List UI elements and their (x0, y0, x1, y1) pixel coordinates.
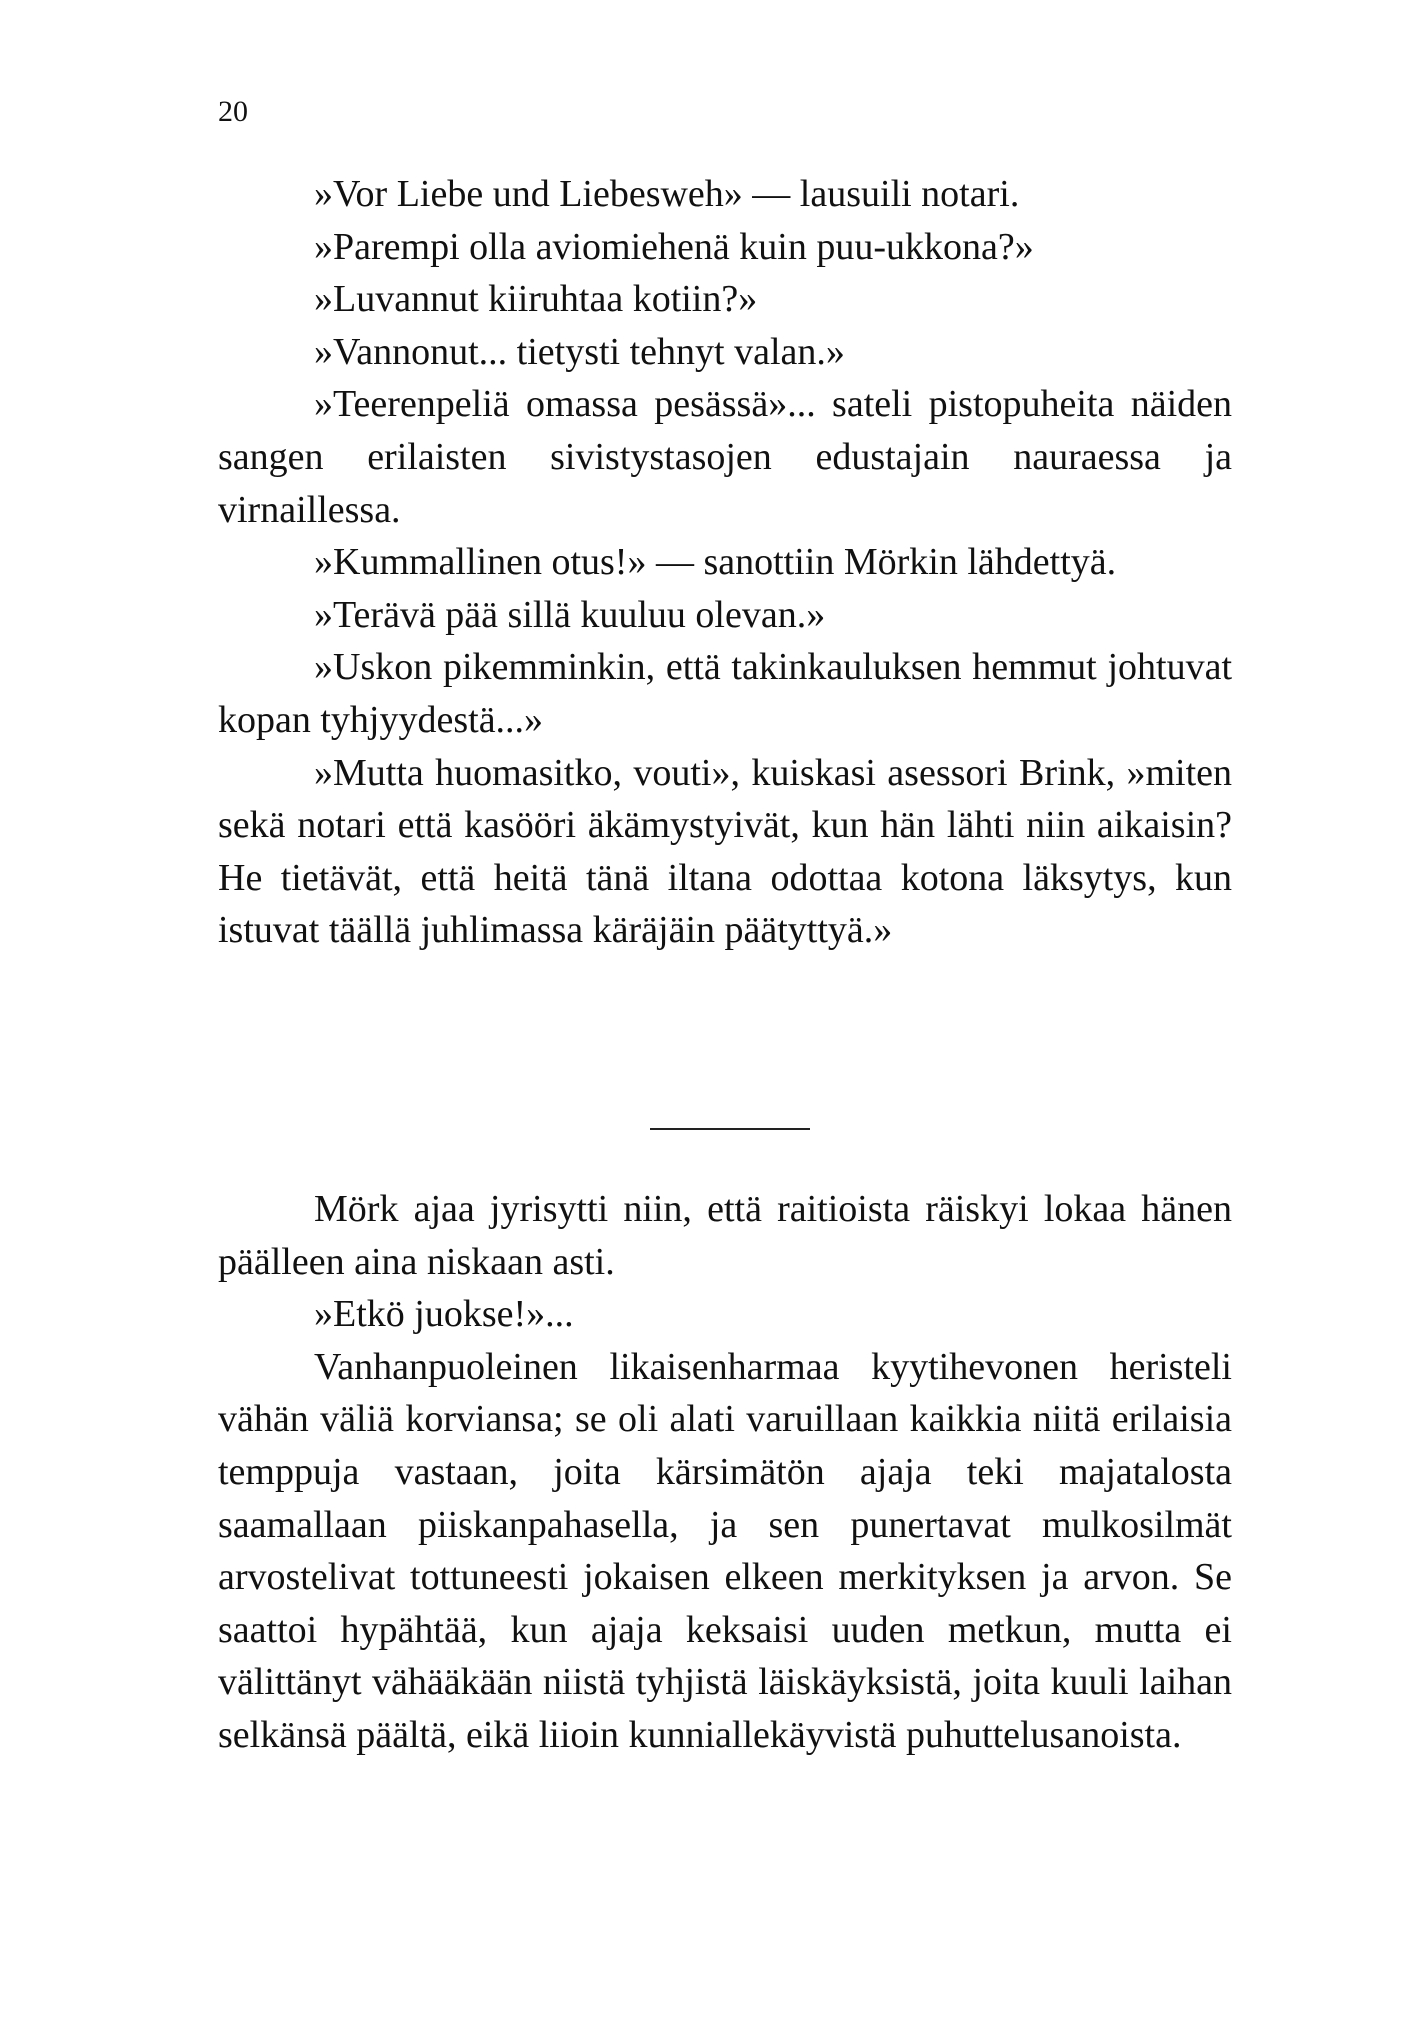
paragraph: »Terävä pää sillä kuuluu olevan.» (314, 593, 826, 636)
section-separator-line (650, 1128, 810, 1130)
paragraph: »Etkö juokse!»... (314, 1293, 574, 1336)
narrative-section (218, 1183, 1232, 1762)
paragraph: »Kummallinen otus!» — sanottiin Mörkin lähdettyä. (314, 541, 1117, 584)
paragraph: »Mutta huomasitko, vouti», kuiskasi asessori Brink, »miten sekä notari että kasööri äkämystyivät, kun hän lähti niin aikaisin? He tietävät, että heitä tänä iltana odottaa kotona läksytys, kun istuvat täällä juhlimassa käräjäin päätyttyä.» (218, 751, 1232, 952)
paragraph: Mörk ajaa jyrisytti niin, että raitioista räiskyi lokaa hänen päälleen aina niskaan asti. (218, 1188, 1232, 1283)
paragraph: Vanhanpuoleinen likaisenharmaa kyytihevonen heristeli vähän väliä korviansa; se oli alati varuillaan kaikkia niitä erilaisia temppuja vastaan, joita kärsimätön ajaja teki majatalosta saamallaan piiskanpahasella, ja sen punertavat mulkosilmät arvostelivat tottuneesti jokaisen elkeen merkityksen ja arvon. Se saattoi hypähtää, kun ajaja keksaisi uuden metkun, mutta ei välittänyt vähääkään niistä tyhjistä läiskäyksistä, joita kuuli laihan selkänsä päältä, eikä liioin kunniallekäyvistä puhuttelusanoista. (218, 1345, 1232, 1756)
paragraph: »Teerenpeliä omassa pesässä»... sateli pistopuheita näiden sangen erilaisten sivistystasojen edustajain nauraessa ja virnaillessa. (218, 383, 1232, 531)
paragraph: »Uskon pikemminkin, että takinkauluksen hemmut johtuvat kopan tyhjyydestä...» (218, 646, 1232, 741)
page-number: 20 (218, 95, 248, 128)
paragraph: »Vor Liebe und Liebesweh» — lausuili notari. (314, 173, 1020, 215)
dialogue-section (218, 168, 1232, 957)
paragraph: »Vannonut... tietysti tehnyt valan.» (314, 330, 845, 373)
paragraph: »Luvannut kiiruhtaa kotiin?» (314, 278, 758, 321)
paragraph: »Parempi olla aviomiehenä kuin puu-ukkona?» (314, 225, 1034, 268)
